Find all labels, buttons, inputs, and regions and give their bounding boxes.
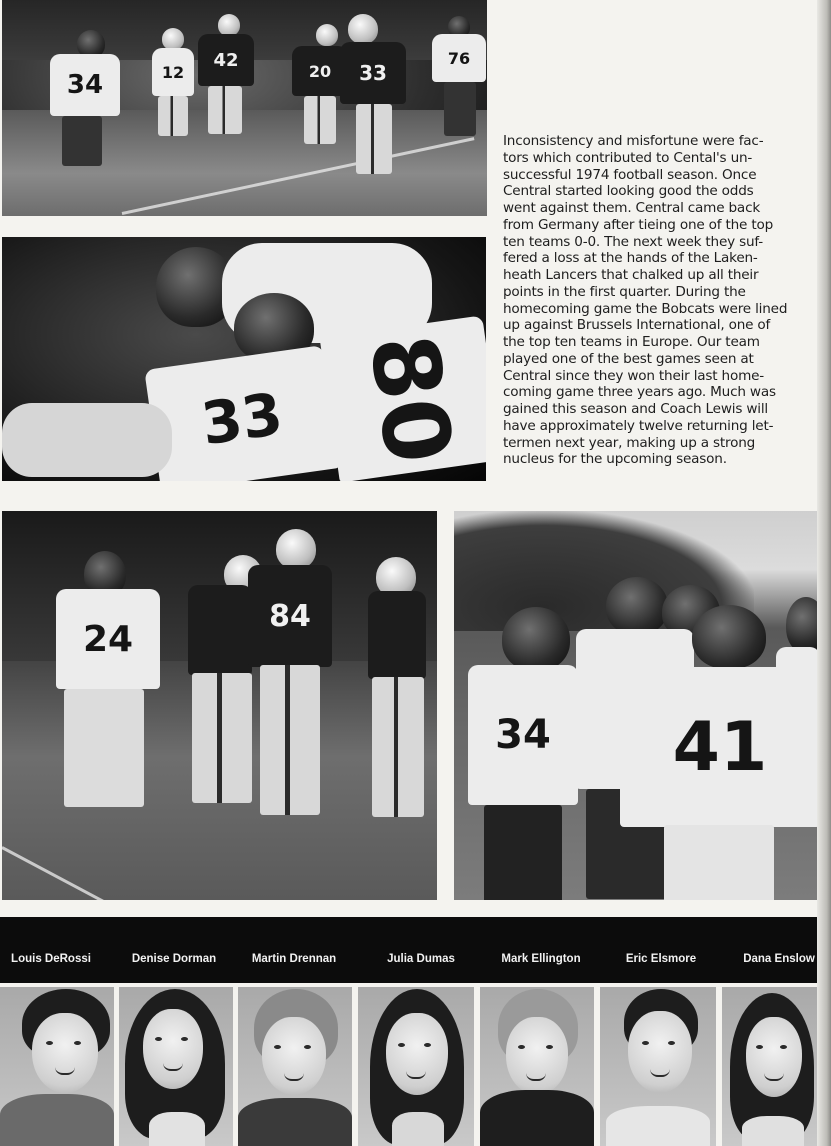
student-portrait bbox=[600, 987, 716, 1146]
jersey-number: 42 bbox=[198, 34, 254, 86]
jersey-number: 34 bbox=[50, 54, 120, 116]
jersey-number: 33 bbox=[340, 42, 406, 104]
article-line: successful 1974 football season. Once bbox=[503, 166, 757, 183]
student-name: Julia Dumas bbox=[387, 953, 455, 965]
article-line: points in the first quarter. During the bbox=[503, 283, 746, 300]
jersey-number: 24 bbox=[56, 589, 160, 689]
article-line: from Germany after tieing one of the top bbox=[503, 216, 773, 233]
jersey-number: 34 bbox=[468, 665, 578, 805]
article-line: Inconsistency and misfortune were fac- bbox=[503, 133, 764, 149]
jersey-number: 20 bbox=[292, 46, 348, 96]
article-line: gained this season and Coach Lewis will bbox=[503, 401, 768, 417]
article-line: Central started looking good the odds bbox=[503, 183, 754, 200]
student-name: Martin Drennan bbox=[251, 953, 337, 965]
student-portrait bbox=[358, 987, 474, 1146]
jersey-number: 41 bbox=[620, 667, 817, 827]
article-line: nucleus for the upcoming season. bbox=[503, 451, 727, 468]
article-line: homecoming game the Bobcats were lined bbox=[503, 300, 788, 317]
jersey-number: 76 bbox=[432, 34, 486, 82]
student-name: Eric Elsmore bbox=[625, 953, 697, 965]
student-portrait bbox=[238, 987, 352, 1146]
jersey-number: 33 bbox=[144, 345, 340, 481]
article-line: heath Lancers that chalked up all their bbox=[503, 267, 759, 283]
article-line: termen next year, making up a strong bbox=[503, 434, 756, 451]
article-line: went against them. Central came back bbox=[503, 200, 761, 216]
football-photo-running-play bbox=[2, 0, 487, 216]
student-name: Dana Enslow bbox=[743, 953, 815, 965]
student-name: Denise Dorman bbox=[131, 953, 217, 965]
student-portrait bbox=[480, 987, 594, 1146]
jersey-number: 84 bbox=[248, 565, 332, 667]
page-spine-shadow bbox=[817, 0, 831, 1146]
jersey-number: 12 bbox=[152, 48, 194, 96]
article-line: fered a loss at the hands of the Laken- bbox=[503, 250, 758, 267]
student-portrait bbox=[0, 987, 114, 1146]
student-name-band bbox=[0, 917, 817, 983]
article-body bbox=[503, 133, 801, 468]
article-line: coming game three years ago. Much was bbox=[503, 384, 776, 401]
article-line: Central since they won their last home- bbox=[503, 367, 764, 384]
article-line: tors which contributed to Cental's un- bbox=[503, 149, 753, 166]
article-line: ten teams 0-0. The next week they suf- bbox=[503, 233, 763, 250]
student-name: Mark Ellington bbox=[501, 953, 581, 965]
article-line: the top ten teams in Europe. Our team bbox=[503, 334, 760, 350]
football-photo-pileup bbox=[2, 237, 486, 481]
student-name: Louis DeRossi bbox=[11, 953, 91, 965]
football-photo-sideline bbox=[2, 511, 437, 900]
football-photo-bench bbox=[454, 511, 817, 900]
article-line: up against Brussels International, one of bbox=[503, 317, 771, 334]
article-line: have approximately twelve returning let- bbox=[503, 417, 774, 434]
jersey-number: 80 bbox=[320, 315, 486, 481]
student-portrait bbox=[722, 987, 817, 1146]
article-line: played one of the best games seen at bbox=[503, 350, 754, 367]
student-portrait bbox=[119, 987, 233, 1146]
